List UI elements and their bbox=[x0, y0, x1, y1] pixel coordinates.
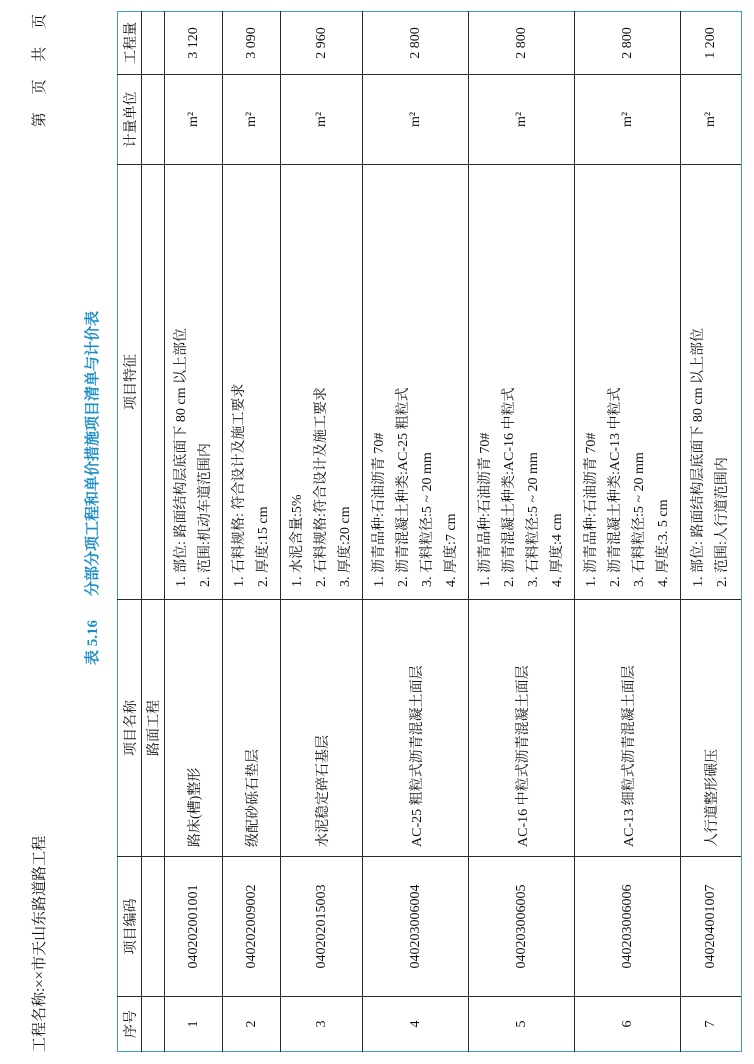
feature-line: 1. 部位: 路面结构层底面下 80 cm 以上部位 bbox=[173, 328, 189, 587]
feature-line: 4. 厚度:7 cm bbox=[443, 513, 459, 587]
quantity: 2 800 bbox=[469, 12, 575, 75]
item-name: 路床(槽)整形 bbox=[165, 600, 223, 857]
item-name: 人行道整形碾压 bbox=[681, 600, 742, 857]
feature-line: 2. 沥青混凝土种类:AC-16 中粒式 bbox=[501, 387, 517, 587]
unit: m² bbox=[363, 75, 469, 165]
quantity: 2 960 bbox=[281, 12, 363, 75]
page-info: 第 页 共 页 bbox=[32, 14, 48, 128]
item-name: AC-16 中粒式沥青混凝土面层 bbox=[469, 600, 575, 857]
item-features bbox=[281, 165, 363, 600]
feature-line: 3. 石料粒径:5 ~ 20 mm bbox=[419, 452, 435, 587]
unit: m² bbox=[165, 75, 223, 165]
feature-line: 2. 范围:机动车道范围内 bbox=[197, 443, 213, 587]
caption-number: 表 5.16 bbox=[85, 619, 101, 665]
row-number: 2 bbox=[223, 997, 281, 1052]
feature-line: 2. 范围:人行道范围内 bbox=[715, 457, 730, 587]
item-code: 040203006004 bbox=[363, 857, 469, 997]
section-title: 路面工程 bbox=[142, 600, 165, 857]
feature-line: 1. 沥青品种:石油沥青 70# bbox=[583, 432, 599, 587]
feature-line: 3. 石料粒径:5 ~ 20 mm bbox=[525, 452, 541, 587]
header-unit: 计量单位 bbox=[118, 75, 142, 165]
row-number: 1 bbox=[165, 997, 223, 1052]
row-number: 4 bbox=[363, 997, 469, 1052]
header-qty: 工程量 bbox=[118, 12, 142, 75]
table-caption bbox=[84, 311, 102, 665]
unit: m² bbox=[469, 75, 575, 165]
feature-line: 2. 石料规格:符合设计及施工要求 bbox=[313, 387, 329, 587]
feature-line: 4. 厚度:3. 5 cm bbox=[655, 499, 671, 587]
feature-line: 1. 沥青品种:石油沥青 70# bbox=[477, 432, 493, 587]
header-name: 项目名称 bbox=[118, 600, 142, 857]
project-name: 工程名称:××市天山东路道路工程 bbox=[32, 835, 48, 1052]
feature-line: 3. 厚度:20 cm bbox=[337, 506, 353, 587]
empty-cell bbox=[142, 997, 165, 1052]
feature-line: 1. 石料规格: 符合设计及施工要求 bbox=[231, 383, 247, 587]
header-no: 序号 bbox=[118, 997, 142, 1052]
item-features bbox=[575, 165, 681, 600]
feature-line: 3. 石料粒径:5 ~ 20 mm bbox=[631, 452, 647, 587]
item-code: 040202015003 bbox=[281, 857, 363, 997]
header-code: 项目编码 bbox=[118, 857, 142, 997]
item-code: 040204001007 bbox=[681, 857, 742, 997]
table-row bbox=[363, 12, 469, 1052]
unit: m² bbox=[281, 75, 363, 165]
bill-of-quantities-table bbox=[117, 11, 742, 1052]
table-row bbox=[165, 12, 223, 1052]
item-name: AC-25 粗粒式沥青混凝土面层 bbox=[363, 600, 469, 857]
unit: m² bbox=[575, 75, 681, 165]
feature-line: 2. 沥青混凝土种类:AC-25 粗粒式 bbox=[395, 387, 411, 587]
quantity: 2 800 bbox=[363, 12, 469, 75]
row-number: 3 bbox=[281, 997, 363, 1052]
table-row bbox=[223, 12, 281, 1052]
feature-line: 1. 部位: 路面结构层底面下 80 cm 以上部位 bbox=[691, 328, 706, 587]
feature-line: 2. 沥青混凝土种类:AC-13 中粒式 bbox=[607, 387, 623, 587]
header-row bbox=[118, 12, 142, 1052]
feature-line: 1. 沥青品种:石油沥青 70# bbox=[371, 432, 387, 587]
empty-cell bbox=[142, 165, 165, 600]
item-features bbox=[681, 165, 742, 600]
item-features bbox=[165, 165, 223, 600]
section-row bbox=[142, 12, 165, 1052]
empty-cell bbox=[142, 857, 165, 997]
item-features bbox=[223, 165, 281, 600]
quantity: 3 090 bbox=[223, 12, 281, 75]
table-row bbox=[469, 12, 575, 1052]
item-name: 水泥稳定碎石基层 bbox=[281, 600, 363, 857]
table-row bbox=[575, 12, 681, 1052]
row-number: 7 bbox=[681, 997, 742, 1052]
feature-line: 2. 厚度:15 cm bbox=[255, 506, 271, 587]
item-code: 040203006006 bbox=[575, 857, 681, 997]
table-row bbox=[681, 12, 742, 1052]
item-features bbox=[469, 165, 575, 600]
row-number: 6 bbox=[575, 997, 681, 1052]
unit: m² bbox=[223, 75, 281, 165]
item-name: AC-13 细粒式沥青混凝土面层 bbox=[575, 600, 681, 857]
feature-line: 4. 厚度:4 cm bbox=[549, 513, 565, 587]
header-features: 项目特征 bbox=[118, 165, 142, 600]
quantity: 3 120 bbox=[165, 12, 223, 75]
row-number: 5 bbox=[469, 997, 575, 1052]
empty-cell bbox=[142, 75, 165, 165]
feature-line: 1. 水泥含量:5% bbox=[289, 494, 305, 587]
unit: m² bbox=[681, 75, 742, 165]
item-code: 040203006005 bbox=[469, 857, 575, 997]
quantity: 2 800 bbox=[575, 12, 681, 75]
table-row bbox=[281, 12, 363, 1052]
empty-cell bbox=[142, 12, 165, 75]
item-features bbox=[363, 165, 469, 600]
item-name: 级配砂砾石垫层 bbox=[223, 600, 281, 857]
item-code: 040202001001 bbox=[165, 857, 223, 997]
caption-title: 分部分项工程和单价措施项目清单与计价表 bbox=[85, 310, 101, 596]
item-code: 040202009002 bbox=[223, 857, 281, 997]
quantity: 1 200 bbox=[681, 12, 742, 75]
